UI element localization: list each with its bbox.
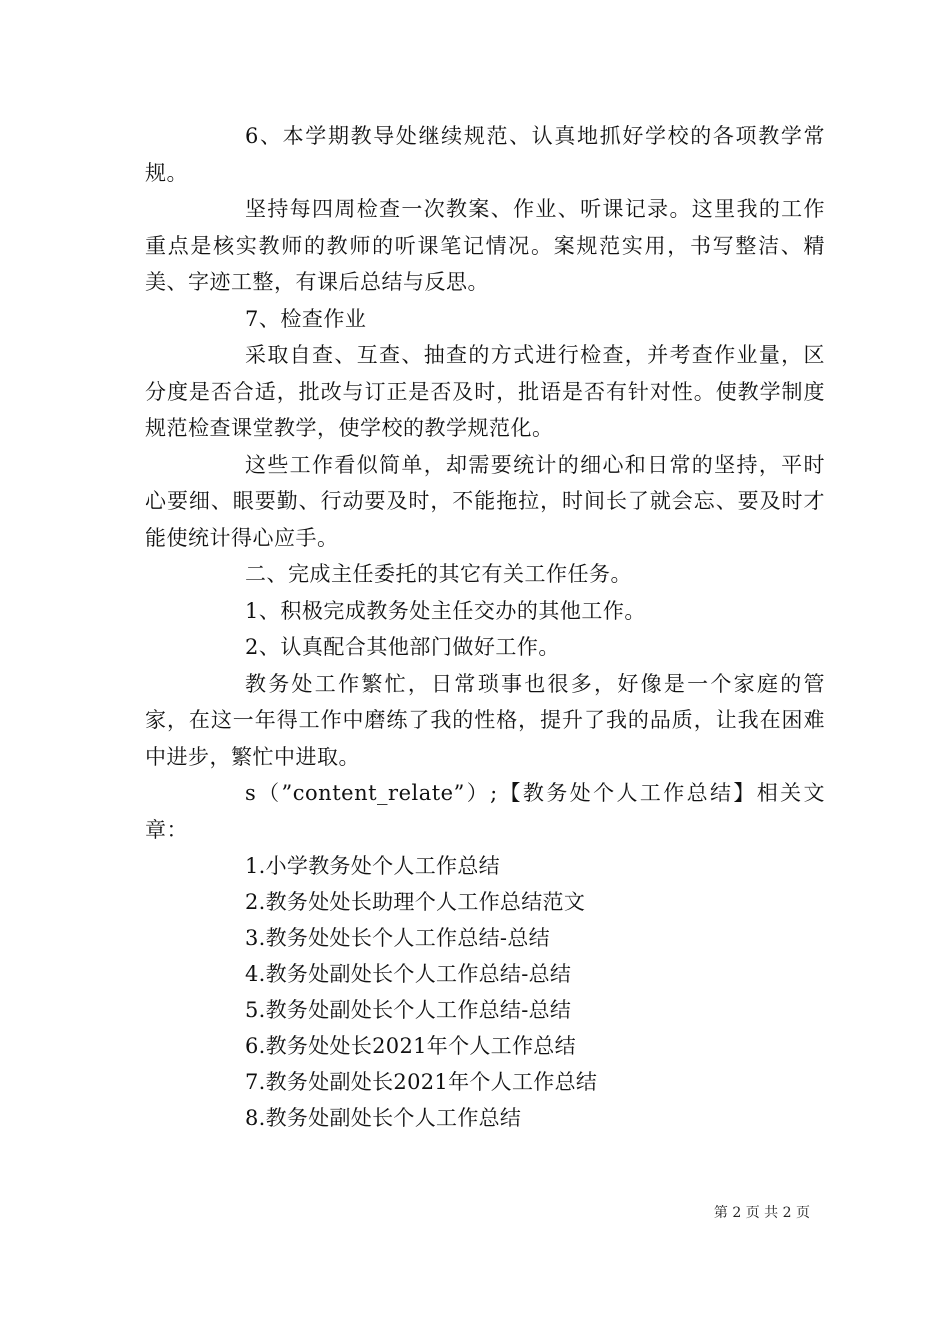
related-article-link[interactable]: 1.小学教务处个人工作总结 bbox=[245, 854, 500, 878]
paragraph-related-heading: s（”content_relate”）;【教务处个人工作总结】相关文章： bbox=[145, 781, 825, 842]
related-article-link[interactable]: 5.教务处副处长个人工作总结-总结 bbox=[245, 998, 572, 1022]
related-article-link[interactable]: 3.教务处处长个人工作总结-总结 bbox=[245, 926, 550, 950]
related-article-link[interactable]: 8.教务处副处长个人工作总结 bbox=[245, 1106, 522, 1130]
related-article-link[interactable]: 4.教务处副处长个人工作总结-总结 bbox=[245, 962, 572, 986]
paragraph-homework-heading: 7、检查作业 bbox=[245, 306, 367, 331]
related-article-link[interactable]: 6.教务处处长2021年个人工作总结 bbox=[245, 1034, 576, 1058]
paragraph-statistics-work: 这些工作看似简单，却需要统计的细心和日常的坚持，平时心要细、眼要勤、行动要及时，不能拖拉，时间长了就会忘、要及时才能使统计得心应手。 bbox=[145, 452, 825, 550]
paragraph-conclusion: 教务处工作繁忙，日常琐事也很多，好像是一个家庭的管家，在这一年得工作中磨练了我的性格，提升了我的品质，让我在困难中进步，繁忙中进取。 bbox=[145, 671, 825, 769]
related-articles-list bbox=[145, 848, 825, 1136]
related-article-link[interactable]: 7.教务处副处长2021年个人工作总结 bbox=[245, 1070, 598, 1094]
paragraph-routine-standards: 6、本学期教导处继续规范、认真地抓好学校的各项教学常规。 bbox=[145, 124, 825, 185]
related-article-link[interactable]: 2.教务处处长助理个人工作总结范文 bbox=[245, 890, 586, 914]
page-number-footer: 第 2 页 共 2 页 bbox=[713, 1205, 810, 1221]
paragraph-item-one: 1、积极完成教务处主任交办的其他工作。 bbox=[245, 598, 646, 623]
paragraph-item-two: 2、认真配合其他部门做好工作。 bbox=[245, 635, 560, 659]
paragraph-section-two-heading: 二、完成主任委托的其它有关工作任务。 bbox=[245, 562, 632, 586]
paragraph-homework-check: 采取自查、互查、抽查的方式进行检查，并考查作业量，区分度是否合适，批改与订正是否及时，批语是否有针对性。使教学制度规范检查课堂教学，使学校的教学规范化。 bbox=[145, 343, 825, 440]
paragraph-lesson-plan-check: 坚持每四周检查一次教案、作业、听课记录。这里我的工作重点是核实教师的教师的听课笔记情况。案规范实用，书写整洁、精美、字迹工整，有课后总结与反思。 bbox=[145, 197, 825, 294]
document-body bbox=[145, 118, 825, 1136]
